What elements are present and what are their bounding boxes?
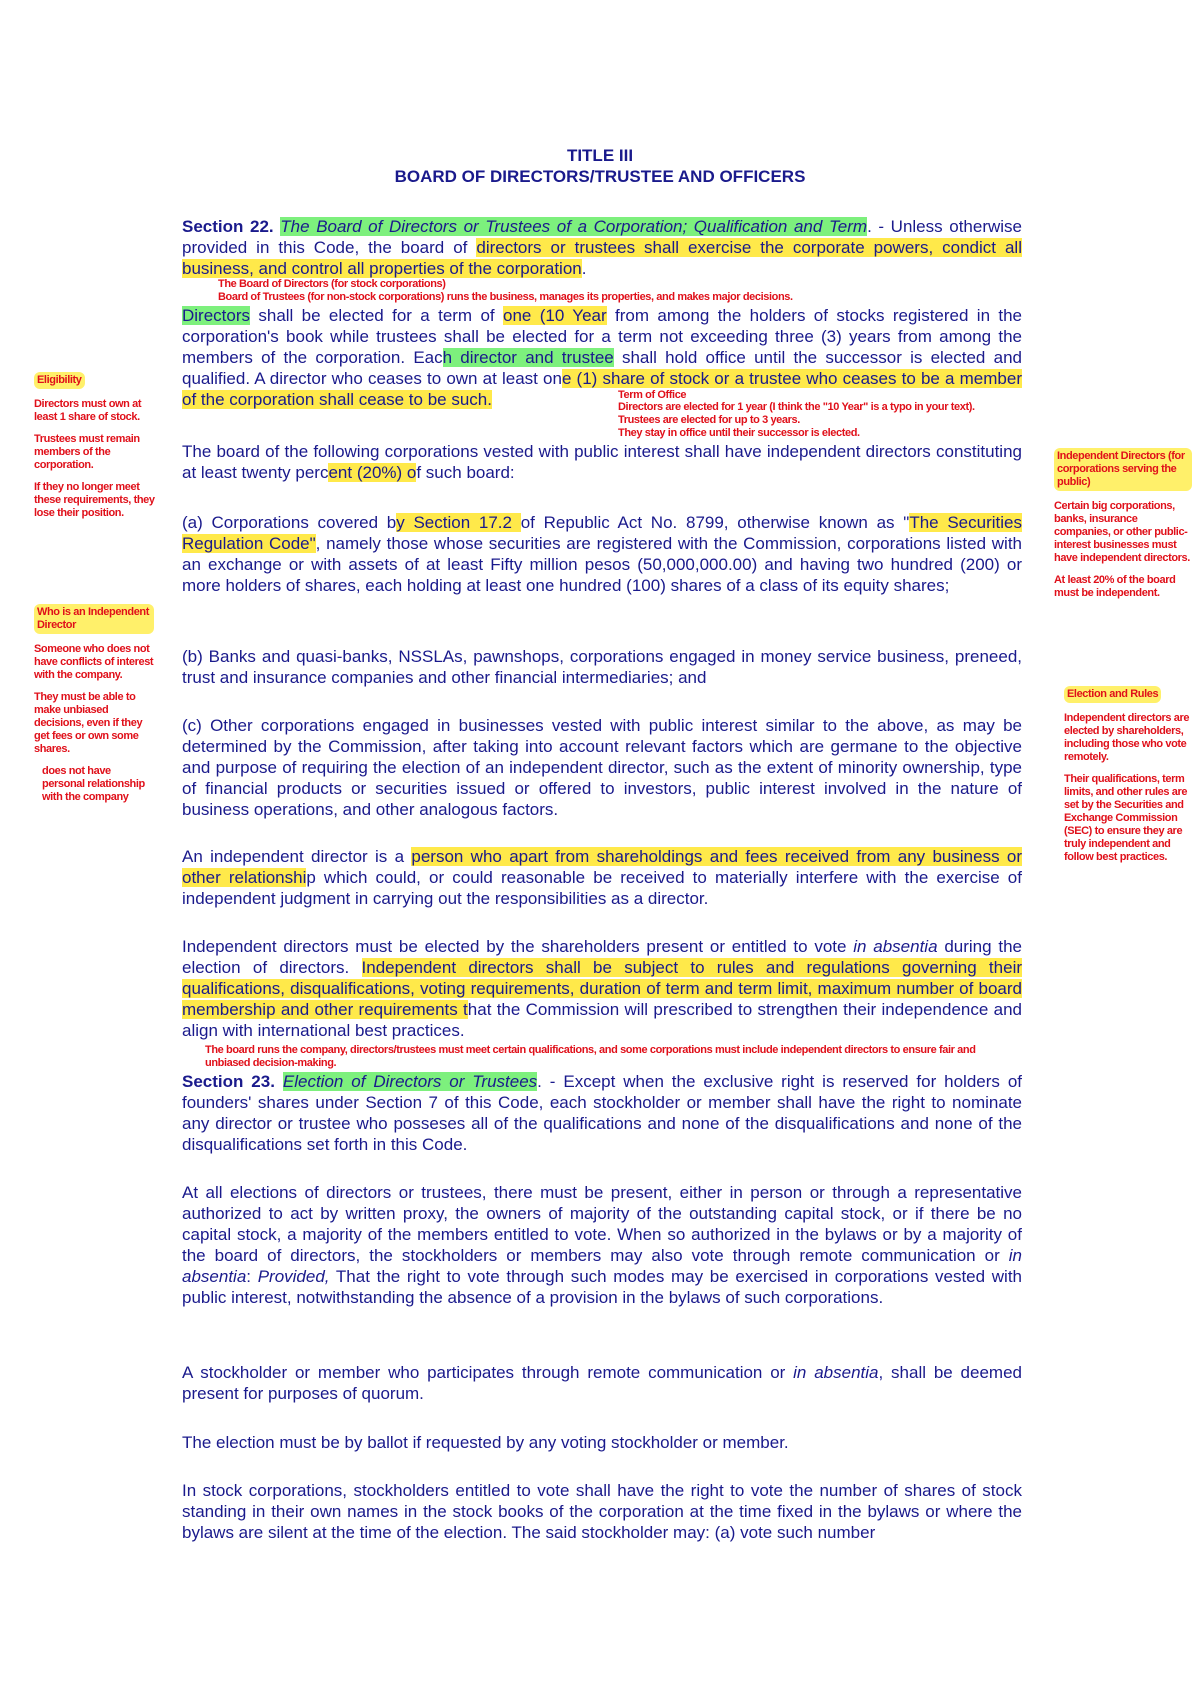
highlight: person who apart from shareholdings and fees received from any business or other relationshi — [182, 847, 1023, 887]
section-22-paragraph-5: (b) Banks and quasi-banks, NSSLAs, pawnshops, corporations engaged in money service business, preneed, trust and insurance companies and other financial intermediaries; and — [182, 647, 1022, 687]
right-note-4: Their qualifications, term limits, and other rules are set by the Securities and Exchange Commission (SEC) to ensure they are truly independent and follow best practices. — [1064, 773, 1188, 863]
section-22-paragraph-4: (a) Corporations covered by Section 17.2 of Republic Act No. 8799, otherwise known as "The Securities Regulation Code", namely those whose securities are registered with the Commission, corporations listed with an exchange or with assets of at least Fifty million pesos (50,000,000.00) and having two hundred (200) or more holders of shares, each holding at least one hundred (100) shares of a class of its equity shares; — [182, 513, 1022, 595]
right-margin-notes — [1054, 448, 1192, 609]
highlight: The Securities Regulation Code" — [182, 513, 1022, 553]
highlight: h director and trustee — [442, 348, 614, 367]
annotation-term-4: They stay in office until their successor is elected. — [618, 427, 860, 439]
independent-note-1: Someone who does not have conflicts of interest with the company. — [34, 643, 154, 681]
eligibility-note-1: Directors must own at least 1 share of stock. — [34, 398, 142, 423]
section-22-paragraph-6: (c) Other corporations engaged in businesses vested with public interest similar to the above, as may be determined by the Commission, after taking into account relevant factors which are germane to the objective and purpose of requiring the election of an independent director, such as the extent of minority ownership, type of financial products or securities issued or offered to investors, public interest involved in the nature of business operations, and other analogous factors. — [182, 716, 1022, 819]
title-line1: TITLE III — [566, 146, 634, 165]
section-23-title-highlight: Election of Directors or Trustees — [282, 1072, 538, 1091]
independent-director-heading: Who is an Independent Director — [34, 604, 154, 634]
highlight: one (10 Year — [502, 306, 607, 325]
section-23-paragraph-1: Section 23. Election of Directors or Trustees. - Except when the exclusive right is reserved for holders of founders' shares under Section 7 of this Code, each stockholder or member shall have the right to nominate any director or trustee who posseses all of the qualifications and none of the disqualifications and none of the disqualifications set forth in this Code. — [182, 1072, 1022, 1154]
eligibility-heading: Eligibility — [34, 372, 85, 389]
left-margin-notes-2 — [34, 604, 154, 813]
highlight: ent (20%) o — [328, 463, 417, 482]
section-22-paragraph-7: An independent director is a person who apart from shareholdings and fees received from any business or other relationship which could, or could reasonable be received to materially interfere with the exercise of independent judgment in carrying out the responsibilities as a director. — [182, 847, 1023, 908]
independent-directors-heading: Independent Directors (for corporations serving the public) — [1054, 448, 1192, 491]
right-note-3: Independent directors are elected by shareholders, including those who vote remotely. — [1064, 712, 1190, 763]
independent-note-3: does not have personal relationship with the company — [42, 765, 145, 803]
highlight: Directors — [182, 306, 251, 325]
section-22-paragraph-1: Section 22. The Board of Directors or Trustees of a Corporation; Qualification and Term. - Unless otherwise provided in this Code, the board of directors or trustees shall exercise the corporate powers, condict all business, and control all properties of the corporation. — [182, 217, 1023, 278]
independent-note-2: They must be able to make unbiased decisions, even if they get fees or own some shares. — [34, 691, 143, 755]
section-22-heading: Section 22. — [182, 217, 274, 236]
left-margin-notes — [34, 372, 156, 529]
annotation-term-2: Directors are elected for 1 year (I think the "10 Year" is a typo in your text). — [618, 401, 975, 413]
section-22-paragraph-3: The board of the following corporations vested with public interest shall have independent directors constituting at least twenty percent (20%) of such board: — [182, 442, 1022, 482]
right-note-1: Certain big corporations, banks, insurance companies, or other public-interest businesses must have independent directors. — [1054, 500, 1190, 564]
section-23-paragraph-3: A stockholder or member who participates through remote communication or in absentia, shall be deemed present for purposes of quorum. — [182, 1363, 1022, 1403]
section-23-paragraph-5: In stock corporations, stockholders entitled to vote shall have the right to vote the number of shares of stock standing in their own names in the stock books of the corporation at the time fixed in the bylaws or where the bylaws are silent at the time of the election. The said stockholder may: (a) vote such number — [182, 1481, 1022, 1542]
section-22-paragraph-8: Independent directors must be elected by the shareholders present or entitled to vote in absentia during the election of directors. Independent directors shall be subject to rules and regulations governing their qualifications, disqualifications, voting requirements, duration of term and term limit, maximum number of board membership and other requirements that the Commission will prescribed to strengthen their independence and align with international best practices. — [182, 937, 1023, 1040]
section-22-paragraph-2: Directors shall be elected for a term of one (10 Year from among the holders of stocks registered in the corporation's book while trustees shall be elected for a term not exceeding three (3) years from among the members of the corporation. Each director and trustee shall hold office until the successor is elected and qualified. A director who ceases to own at least one (1) share of stock or a trustee who ceases to be a member of the corporation shall cease to be such. — [182, 306, 1023, 409]
annotation-summary: The board runs the company, directors/trustees must meet certain qualifications, and some corporations must include independent directors to ensure fair and unbiased decision-making. — [205, 1044, 976, 1069]
section-22-title-highlight: The Board of Directors or Trustees of a Corporation; Qualification and Term — [280, 217, 868, 236]
eligibility-note-2: Trustees must remain members of the corporation. — [34, 433, 140, 471]
highlight: directors or trustees shall exercise the corporate powers, condict all business, and control all properties of the corporation — [182, 238, 1022, 278]
right-note-2: At least 20% of the board must be independent. — [1054, 574, 1176, 599]
highlight: Independent directors shall be subject to rules and regulations governing their qualifications, disqualifications, voting requirements, duration of term and term limit, maximum number of board membership and other requirements t — [182, 958, 1023, 1019]
annotation-board-2: Board of Trustees (for non-stock corporations) runs the business, manages its properties, and makes major decisions. — [218, 291, 793, 303]
annotation-term-3: Trustees are elected for up to 3 years. — [618, 414, 800, 426]
highlight: e (1) share of stock or a trustee who ceases to be a member of the corporation shall cease to be such. — [182, 369, 1022, 409]
section-23-heading: Section 23. — [182, 1072, 275, 1091]
title-line2: BOARD OF DIRECTORS/TRUSTEE AND OFFICERS — [394, 167, 806, 186]
election-rules-heading: Election and Rules — [1064, 686, 1161, 703]
eligibility-note-3: If they no longer meet these requirements, they lose their position. — [34, 481, 155, 519]
section-23-paragraph-4: The election must be by ballot if requested by any voting stockholder or member. — [182, 1433, 789, 1452]
right-margin-notes-2 — [1064, 686, 1192, 873]
highlight: y Section 17.2 — [396, 513, 521, 532]
annotation-term-1: Term of Office — [618, 389, 687, 401]
section-23-paragraph-2: At all elections of directors or trustees, there must be present, either in person or through a representative authorized to act by written proxy, the owners of majority of the outstanding capital stock, or if there be no capital stock, a majority of the members entitled to vote. When so authorized in the bylaws or by a majority of the board of directors, the stockholders or members may also vote through remote communication or in absentia: Provided, That the right to vote through such modes may be exercised in corporations vested with public interest, notwithstanding the absence of a provision in the bylaws of such corporations. — [182, 1183, 1023, 1307]
annotation-board-1: The Board of Directors (for stock corporations) — [218, 278, 446, 290]
